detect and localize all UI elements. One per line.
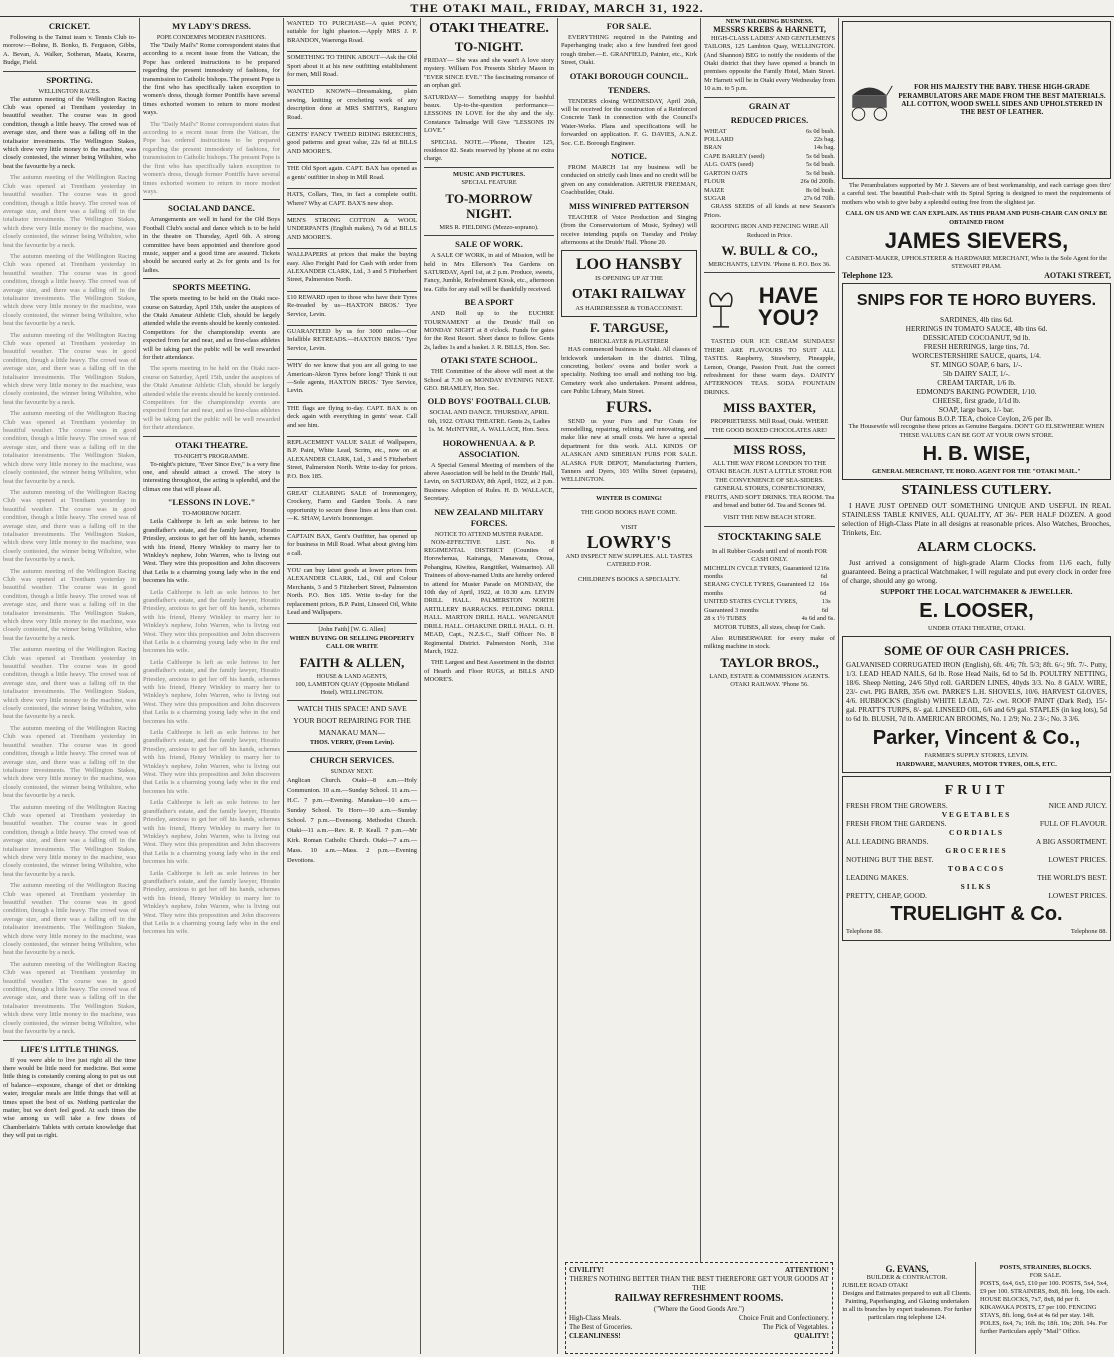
grain-row xyxy=(704,178,835,186)
ladys-heading: MY LADY'S DRESS. xyxy=(172,21,251,31)
classified-ad xyxy=(287,488,417,531)
column-5 xyxy=(558,18,700,1354)
sports-heading: SPORTS MEETING. xyxy=(172,282,251,293)
sporting-article: The autumn meeting of the Wellington Racing Club was opened at Trentham yesterday in beautiful weather. The course was in good condition, though a little heavy. The crowd was of average size, and there was a falling off in the totalisator investments. The Wellington Stakes, which drew very little money to the machine, was closely contested, the winner being Wiltshire, who beat the favourite by a neck. xyxy=(3,95,136,170)
grain-item: WHEAT xyxy=(704,127,727,135)
snip-item: SOAP, large bars, 1/- bar. xyxy=(938,405,1015,415)
tailoring: NEW TAILORING BUSINESS. xyxy=(725,18,814,25)
love-subheading: TO-MORROW NIGHT. xyxy=(182,511,241,518)
sievers-text: CABINET-MAKER, UPHOLSTERER & HARDWARE MERCHANT, Who is the Sole Agent for the STEWART PRAM. xyxy=(845,255,1107,271)
ross-visit: VISIT THE NEW BEACH STORE. xyxy=(723,514,816,522)
love-heading: "LESSONS IN LOVE." xyxy=(167,497,256,508)
fruit-row xyxy=(846,801,1107,810)
column-1 xyxy=(0,18,139,1354)
classified-ad-text: GUARANTEED by us for 3000 miles—Our Infallible RETREADS.—HAXTON BROS.' Tyre Service, Levin. xyxy=(287,327,417,352)
sport-text: AND Roll up to the EUCHRE TOURNAMENT at the Druids' Hall on MONDAY NIGHT at 8 o'clock. Funds for gates for the Rest Resort. Short dance to follow. Gents 2s, ladies 1s and a basket. J. R. BILLS, Hon. Sec. xyxy=(424,310,554,351)
fruit-category: SILKS xyxy=(960,882,993,892)
refreshment-rooms: RAILWAY REFRESHMENT ROOMS. xyxy=(614,1293,784,1304)
classified-ad xyxy=(287,292,417,326)
classified-ad xyxy=(287,326,417,360)
grass-text: GRASS SEEDS of all kinds at new Season's Prices. xyxy=(704,203,835,219)
taylor-heading: TAYLOR BROS., xyxy=(720,654,819,670)
sport-heading: BE A SPORT xyxy=(464,297,514,308)
motor-tubes: MOTOR TUBES, all sizes, cheap for Cash. xyxy=(713,623,826,631)
good-books: THE GOOD BOOKS HAVE COME. xyxy=(581,509,677,517)
ross-heading: MISS ROSS, xyxy=(733,442,806,457)
fruit-right: FULL OF FLAVOUR. xyxy=(1039,819,1107,829)
sporting-heading: SPORTING. xyxy=(46,74,93,85)
bull-text: MERCHANTS, LEVIN. 'Phone 8. P.O. Box 36. xyxy=(708,260,831,268)
taylor-text: LAND, ESTATE & COMMISSION AGENTS. OTAKI RAILWAY. 'Phone 56. xyxy=(709,672,830,689)
classified-ad-text: WHY do we know that you are all going to use American-Akron Tyres before long? Think it out—Sole agents, HAXTON BROS.' Tyre Service, Levin. xyxy=(287,362,417,395)
wise-heading: H. B. WISE, xyxy=(922,443,1031,466)
classified-ad-text: THE Old Sport again. CAPT. BAX has opened as a gents' outfitter in shop in Mill Road. xyxy=(287,165,417,181)
parker-heading: Parker, Vincent & Co., xyxy=(872,727,1081,750)
grain-price: 5s 6d bush. xyxy=(806,169,835,177)
groceries: The Best of Groceries. xyxy=(569,1323,633,1331)
fruit-right: NICE AND JUICY. xyxy=(1048,801,1107,811)
tenders-heading: TENDERS. xyxy=(607,84,651,95)
nz-subheading: NOTICE TO ATTEND MUSTER PARADE. xyxy=(434,531,544,538)
faith-heading: FAITH & ALLEN, xyxy=(299,654,405,670)
snip-item: Our famous B.O.P. TEA, choice Ceylon, 2/6 per lb. xyxy=(900,414,1053,424)
special-feature: SPECIAL FEATURE xyxy=(461,179,517,187)
church-heading: CHURCH SERVICES. xyxy=(309,754,395,765)
targuse-text: HAS commenced business in Otaki. All classes of brickwork undertaken in the district. Tiling, concreting, boilers' ovens and boiler work a speciality. Nothing too small and nothing too big. Cemetery work also undertaken. Present address, care Public Library, Main Street. xyxy=(561,346,697,396)
grain-row xyxy=(704,128,835,136)
truelight-phone-right: Telephone 88. xyxy=(1070,928,1107,936)
sale-heading: SALE OF WORK. xyxy=(455,239,523,250)
lifes-heading: LIFE'S LITTLE THINGS. xyxy=(20,1043,119,1054)
grain-price: 27s 6d 70lb. xyxy=(803,194,835,202)
ice-cream-sundae-icon xyxy=(704,276,738,338)
snip-item: CHEESE, first grade, 1/1d lb. xyxy=(932,396,1021,406)
watch-space: WATCH THIS SPACE! AND SAVE YOUR BOOT REPAIRING FOR THE MANAKAU MAN— xyxy=(293,704,411,738)
nothing-better: THERE'S NOTHING BETTER THAN THE BEST THEREFORE GET YOUR GOODS AT THE xyxy=(569,1275,829,1292)
column-6 xyxy=(701,18,838,1258)
love-article-continued-4: Leila Calthorpe is left as sole heiress to her grandfather's estate, and the family lawyer, Horatio Priestley, anxious to get her off his hands, schemes with his friend, Henry Winkley to marry her to Winkley's nephew, John Warren, who is living out West. They wire this proposition and John discovers that Leila is a charming young lady who in the end becomes his wife. xyxy=(143,799,280,866)
cash-text: GALVANISED CORRUGATED IRON (English), 6ft. 4/6; 7ft. 5/3; 8ft. 6/-; 9ft. 7/-. Putty, 1/3. LEAD HEAD NAILS, 6d lb. Rose Head Nails, 6d to 5d lb. POULTRY NETTING, 18/6. Sheep Netting, 24/6 50yd roll. GARDEN LINES, 40yds 3/3. No. 8 GALV. WIRE, 23/- cwt. PIG BARB, 35/6 cwt. PARKE'S L.H. SHOVELS, 10/6. HARVEST GLOVES, 4/6. HUBBOCK'S (English) WHITE LEAD, 72/- cwt. ROOF PAINT (Dark Red), 15/- gal. PRATT'S TURPS, 8/- gal. LINSEED OIL, 6/6 and 6/9 gal. STAPLES (in keg lots), 5d to 6d lb. BLUSH, 7d lb. AMERICAN BROOMS, No. 1 2/9; No. 2 3/-; No. 3 3/6. xyxy=(846,661,1107,724)
fruit-heading: FRUIT xyxy=(944,783,1009,799)
baxter-heading: MISS BAXTER, xyxy=(723,400,816,416)
sale-text: A SALE OF WORK, in aid of Mission, will be held in Mrs Ellerson's Tea Gardens on SATURDAY, April 1st, at 2 p.m. Produce, sweets, Fancy, Jumble, Refreshment Kiosk, etc., afternoon tea. Gifts for any stall will be thankfully received. xyxy=(424,252,554,293)
grain-row xyxy=(704,170,835,178)
sports-article-continued: The sports meeting to be held on the Otaki race-course on Saturday, April 15th, under the auspices of the Otaki Amateur Athletic Club, should be largely attended while the events should be keenly contested. Competitors for the championship events are expected from far and near, and as first-class athletes will be taking part the public will be well rewarded for their attendance. xyxy=(143,365,281,432)
truelight-phone-left: Telephone 88. xyxy=(846,928,883,936)
classified-ad-text: GREAT CLEARING SALE of Ironmongery, Crockery, Farm and Garden Tools. A rare opportunity to secure these lines at less than cost.—K. SHAW, Levin's Ironmonger. xyxy=(287,490,417,523)
faith-intro: WHEN BUYING OR SELLING PROPERTY CALL OR WRITE xyxy=(289,634,415,651)
winifred-text: TEACHER of Voice Production and Singing (from the Conservatorium of Music, Sydney) will receive intending pupils on Tuesday and Friday afternoons at the Druids' Hall. 'Phone 20. xyxy=(561,213,697,246)
grain-row xyxy=(704,187,835,195)
sievers-phone: Telephone 123. xyxy=(842,270,893,280)
classified-ad xyxy=(287,86,417,129)
classified-ad-text: MEN'S STRONG COTTON & WOOL UNDERPANTS (English makes), 7s 6d at BILLS AND MOORE'S. xyxy=(287,216,417,241)
fruit-category: VEGETABLES xyxy=(941,810,1012,820)
stocktaking-heading: STOCKTAKING SALE xyxy=(717,531,822,543)
tyre-price: 16s 6d xyxy=(820,581,829,597)
snip-item: HERRINGS IN TOMATO SAUCE, 4lb tins 6d. xyxy=(905,324,1048,334)
posts-heading: POSTS, STRAINERS, BLOCKS. xyxy=(999,1264,1092,1271)
theatre-subheading: TO-NIGHT'S PROGRAMME. xyxy=(174,453,249,460)
lowrys-heading: LOWRY'S xyxy=(586,532,672,553)
oldboys-text: SOCIAL AND DANCE. THURSDAY, APRIL 6th, 1922. OTAKI THEATRE. Gents 2s, Ladies 1s. M. McINTYRE, A. WALLACE, Hon. Secs. xyxy=(427,409,551,434)
faith-names: [John Faith] [W. G. Allen] xyxy=(318,626,386,634)
grain-item: POLLARD xyxy=(704,136,734,144)
grain-price: 5s 6d bush. xyxy=(806,161,835,169)
classified-ad-text: £10 REWARD open to those who have their Tyres Re-treaded by us—HAXTON BROS.' Tyre Service, Levin. xyxy=(287,293,417,318)
snip-item: EDMOND'S BAKING POWDER, 1/10. xyxy=(916,387,1037,397)
choice-fruit: Choice Fruit and Confectionery. xyxy=(738,1314,829,1322)
classified-ad xyxy=(287,565,417,624)
winter-text: WINTER IS COMING! xyxy=(596,494,662,502)
fruit-right: A BIG ASSORTMENT. xyxy=(1035,837,1107,847)
fruit-row xyxy=(846,855,1107,864)
tyre-row xyxy=(704,565,835,582)
fruit-right: THE WORLD'S BEST. xyxy=(1037,873,1107,883)
snips-footer: The Housewife will recognise these prices as Genuine Bargains. DON'T GO ELSEWHERE WHEN THESE VALUES CAN BE GOT AT YOUR OWN STORE. xyxy=(848,423,1105,439)
tomorrow-heading: TO-MORROW NIGHT. xyxy=(445,190,533,221)
pram-text: FOR HIS MAJESTY THE BABY. THESE HIGH-GRADE PERAMBULATORS ARE MADE FROM THE BEST MATERIALS. ALL COTTON, WOOD SWELL SIDES AND UPHOLSTERED IN THE BEST OF LEATHER. xyxy=(898,83,1106,117)
love-article: Leila Calthorpe is left as sole heiress to her grandfather's estate, and the family lawyer, Horatio Priestley, anxious to get her off his hands, schemes with his friend, Henry Winkley to marry her to Winkley's nephew, John Warren, who is living out West. They wire this proposition and John discovers that Leila is a charming young lady who in the end becomes his wife. xyxy=(143,518,280,585)
fruit-category: CORDIALS xyxy=(948,828,1004,838)
pram-advert xyxy=(842,21,1111,179)
grain-price: 14s bag. xyxy=(813,144,835,152)
childrens-books: CHILDREN'S BOOKS A SPECIALTY. xyxy=(577,575,680,583)
sporting-article-continued-8: The autumn meeting of the Wellington Racing Club was opened at Trentham yesterday in beautiful weather. The course was in good condition, though a little heavy. The crowd was of average size, and there was a falling off in the totalisator investments. The Wellington Stakes, which drew very little money to the machine, was closely contested, the winner being Wiltshire, who beat the favourite by a neck. xyxy=(3,724,136,800)
cutlery-text: I HAVE JUST OPENED OUT SOMETHING UNIQUE AND USEFUL IN REAL STAINLESS TABLE KNIVES, ALL QUALITY, AT 36/- PER HALF DOZEN. A good selection of High-Class Plate in all designs at reasonable prices. Also Watches, Brooches, Trinkets, Etc. xyxy=(842,501,1111,538)
meals: High-Class Meals. xyxy=(569,1314,622,1322)
posts-text: POSTS, 6x4, 6x5, £10 per 100. POSTS, 5x4, 5x4, £9 per 100. STRAINERS, 8x8, 8ft. long, 10s each. HOUSE BLOCKS, 7x7, 8x8, 8d per ft. KIKAWAKA POSTS, £7 per 100. FENCING STAYS, 8ft. long, 6x4 at 4s 6d per stay. 14ft. POLES, 6x4, 7s; 16ft. 8s; 18ft. 10s; 20ft. 14s. For further Particulars apply "Mail" Office. xyxy=(980,1280,1110,1335)
classified-ad xyxy=(287,52,417,86)
loo-tail: AS HAIRDRESSER & TOBACCONIST. xyxy=(575,304,683,312)
cash-heading: SOME OF OUR CASH PRICES. xyxy=(884,643,1069,659)
classified-ad-text: WALLPAPERS at prices that make the buying easy. Also Freight Paid for Cash with order from ALEXANDER CLARK, Ltd., 3 and 5 Fitzherbert Street, Palmerston North. xyxy=(287,251,417,284)
grain-item: MAIZE xyxy=(704,186,725,194)
tenders-text: TENDERS closing WEDNESDAY, April 26th, will be received for the construction of a Reinforced Concrete Tank in connection with the Council's Water-Works. Plans and specifications will be forwarded on application. F. G. DAVIES, A.N.Z. Soc. C.E. Borough Engineer. xyxy=(561,97,697,147)
grain-price: 22s bag. xyxy=(813,136,835,144)
ladys-article: The "Daily Mail's" Rome correspondent states that according to a recent issue from the Vatican, the Pope has ordered instructions to be prepared regarding the present immodesty of fashions, for transmission to Catholic bishops. The present Pope is the first who has specifically taken exception to women's dress, though former Pontiffs have several times exhorted women to return to more modest ways. xyxy=(143,42,280,117)
stocktaking-text: In all Rubber Goods until end of month FOR CASH ONLY. xyxy=(711,547,828,564)
grain-heading: GRAIN AT xyxy=(748,100,791,111)
truelight-heading: TRUELIGHT & Co. xyxy=(890,903,1063,926)
pram-call: CALL ON US AND WE CAN EXPLAIN. AS THIS PRAM AND PUSH-CHAIR CAN ONLY BE OBTAINED FROM xyxy=(845,210,1108,226)
fruit-list xyxy=(846,801,1107,900)
where-good: ("Where the Good Goods Are.") xyxy=(653,1305,745,1313)
have-text: TASTED OUR ICE CREAM SUNDAES! THERE ARE FLAVOURS TO SUIT ALL TASTES. Raspberry, Strawberry, Pineapple, Lemon, Orange, Passion Fruit. Just the correct refreshment for these warm days. DAINTY AFTERNOON TEAS. SODA FOUNTAIN DRINKS. xyxy=(704,338,835,396)
sporting-article-continued-4: The autumn meeting of the Wellington Racing Club was opened at Trentham yesterday in beautiful weather. The course was in good condition, though a little heavy. The crowd was of average size, and there was a falling off in the totalisator investments. The Wellington Stakes, which drew very little money to the machine, was closely contested, the winner being Wiltshire, who beat the favourite by a neck. xyxy=(3,410,136,485)
grain-item: CAPE BARLEY (seed) xyxy=(704,152,765,160)
parker-subheading: FARMER'S SUPPLY STORES, LEVIN. xyxy=(924,752,1029,760)
social-heading: SOCIAL AND DANCE. xyxy=(168,203,255,214)
pram-desc: The Perambulators supported by Mr J. Sievers are of best workmanship, and each carriage goes thro' a careful test. The beautiful Push-chair with its Spiral Spring is designed to meet the requirements of mothers who wish to give baby a splendid outing free from the slightest jar. xyxy=(842,182,1111,206)
grain-subheading: REDUCED PRICES. xyxy=(730,114,809,125)
grain-price-list xyxy=(704,128,835,204)
horo-text: A Special General Meeting of members of the above Association will be held in the Druids' Hall, Levin, on SATURDAY, 8th April, 1922, at 2 p.m. Business: Adoption of Rules. H. D. WALLACE, Secretary. xyxy=(424,461,554,503)
loo-railway: OTAKI RAILWAY xyxy=(571,286,687,302)
looser-heading: E. LOOSER, xyxy=(919,599,1034,622)
column-2 xyxy=(140,18,283,1354)
targuse-subheading: BRICKLAYER & PLASTERER xyxy=(589,339,669,346)
sporting-article-continued-5: The autumn meeting of the Wellington Racing Club was opened at Trentham yesterday in beautiful weather. The course was in good condition, though a little heavy. The crowd was of average size, and there was a falling off in the totalisator investments. The Wellington Stakes, which drew very little money to the machine, was closely contested, the winner being Wiltshire, who beat the favourite by a neck. xyxy=(3,488,136,564)
snip-item: SARDINES, 4lb tins 6d. xyxy=(940,315,1013,325)
classified-ad-text: GENTS' FANCY TWEED RIDING BREECHES, good patterns and great value, 22s 6d at BILLS AND MOORE'S. xyxy=(287,131,417,155)
pick-vegetables: The Pick of Vegetables. xyxy=(762,1323,829,1331)
masthead: THE OTAKI MAIL, FRIDAY, MARCH 31, 1922. xyxy=(0,0,1114,17)
fruit-row xyxy=(846,819,1107,828)
bull-heading: W. BULL & CO., xyxy=(721,242,818,258)
fruit-left: ALL LEADING BRANDS. xyxy=(846,837,929,847)
loo-text: IS OPENING UP AT THE xyxy=(595,275,663,283)
cleanliness: CLEANLINESS! xyxy=(569,1332,621,1340)
sievers-street: AOTAKI STREET, xyxy=(1044,270,1111,280)
everything-text: EVERYTHING required in the Painting and Paperhanging trade; also a few hundred feet good rough timber.—E. GRANFIELD, Painter, etc., Kirk Street, Otaki. xyxy=(561,34,697,67)
fruit-category: TOBACCOS xyxy=(947,864,1006,874)
tyre-item: 28 x 1½ TUBES xyxy=(704,615,747,623)
grain-price: 5s 6d bush. xyxy=(806,152,835,160)
classified-ad-text: YOU can buy latest goods at lower prices from ALEXANDER CLARK, Ltd., Oil and Colour Merchants, 3 and 5 Fitzherbert Street, Palmerston North. P.O. Box 185. Write to-day for the replacement prices, B.P. Paint, Linseed Oil, White Lead and Wallpapers. xyxy=(287,566,417,616)
grain-row xyxy=(704,195,835,203)
cricket-heading: CRICKET. xyxy=(48,21,91,31)
targuse-heading: F. TARGUSE, xyxy=(589,320,669,336)
fruit-row xyxy=(846,873,1107,882)
sporting-article-continued: The autumn meeting of the Wellington Racing Club was opened at Trentham yesterday in beautiful weather. The course was in good condition, though a little heavy. The crowd was of average size, and there was a falling off in the totalisator investments. The Wellington Stakes, which drew very little money to the machine, was closely contested, the winner being Wiltshire, who beat the favourite by a neck. xyxy=(3,174,136,249)
visit: VISIT xyxy=(620,523,638,531)
krebs-text: HIGH-CLASS LADIES' AND GENTLEMEN'S TAILORS, 125 Lambton Quay, WELLINGTON. (And Shannon) BEG to notify the residents of the Otaki district that they have opened a branch in premises opposite the Family Hotel, Main Street. Mr Harnett will be in Otaki every Wednesday from 10 a.m. to 5 p.m. xyxy=(704,34,835,93)
krebs-heading: MESSRS KREBS & HARNETT, xyxy=(713,25,826,35)
column-4 xyxy=(421,18,557,1354)
fruit-left: LEADING MAKES. xyxy=(846,873,909,883)
love-article-continued-2: Leila Calthorpe is left as sole heiress to her grandfather's estate, and the family lawyer, Horatio Priestley, anxious to get her off his hands, schemes with his friend, Henry Winkley to marry her to Winkley's nephew, John Warren, who is living out West. They wire this proposition and John discovers that Leila is a charming young lady who in the end becomes his wife. xyxy=(143,658,280,725)
classified-ad-text: WANTED KNOWN—Dressmaking, plain sewing, knitting or crocheting work of any description done at MRS SMITH'S, Rangiuru Road. xyxy=(287,88,417,121)
column-7 xyxy=(839,18,1114,1258)
classified-ad xyxy=(287,360,417,403)
nz-heading: NEW ZEALAND MILITARY FORCES. xyxy=(434,506,544,528)
looser-text: UNDER OTAKI THEATRE, OTAKI. xyxy=(927,624,1025,632)
snip-item: ST. MINGO SOAP, 6 bars, 1/-. xyxy=(930,360,1023,370)
grain-item: ALG. OATS (seed) xyxy=(704,161,754,169)
evans-heading: G. EVANS, xyxy=(885,1264,929,1274)
cutlery-heading: STAINLESS CUTLERY. xyxy=(901,483,1052,499)
classified-ad xyxy=(287,403,417,437)
roofing-text: ROOFING IRON AND FENCING WIRE All Reduced in Price. xyxy=(710,223,829,239)
sievers-heading: JAMES SIEVERS, xyxy=(884,228,1069,254)
faith-address: 100, LAMBTON QUAY (Opposite Midland Hotel). WELLINGTON. xyxy=(295,680,409,696)
classified-ad xyxy=(287,163,417,189)
refreshment-rooms-advert xyxy=(565,1262,833,1354)
evans-advert xyxy=(839,1262,976,1354)
tonight-heading: TO-NIGHT. xyxy=(454,39,524,54)
notice-heading: NOTICE. xyxy=(611,151,647,162)
grain-row xyxy=(704,153,835,161)
baxter-text: PROPRIETRESS. Mill Road, Otaki. WHERE THE GOOD BOXED CHOCOLATES ARE! xyxy=(710,418,829,434)
classified-ad xyxy=(287,129,417,163)
grain-item: SUGAR xyxy=(704,194,726,202)
special-note: SPECIAL NOTE.—'Phone, Theatre 125, residence 82. Seats reserved by 'phone at no extra charge. xyxy=(424,138,554,163)
grain-row xyxy=(704,136,835,144)
lifes-article: If you were able to live just right all the time there would be little need for medicine. But some little thing is constantly coming along to put us out of balance—exposure, change of diet or drinking water, irregular meals are little things that will at times upset the best of us. Nothing particular the matter, but we don't feel good. At such times the wise among us will take a few doses of Chamberlain's Tablets with certain knowledge that they will put us right. xyxy=(3,1056,136,1140)
fielding: MRS R. FIELDING (Mezzo-soprano). xyxy=(439,223,539,231)
quality: QUALITY! xyxy=(793,1332,829,1340)
evans-subheading: BUILDER & CONTRACTOR. xyxy=(866,1274,948,1281)
church-services: Anglican Church. Otaki—8 a.m.—Holy Communion. 10 a.m.—Sunday School. 11 a.m.—H.C. 7 p.m.—Evening. Manakau—10 a.m.—Sunday School. Te Horo—10 a.m.—Sunday School. 7 p.m.—Evensong. Methodist Church. Otaki—11 a.m.—Rev. R. P. Keall. 7 p.m.—Mr Kirk. Roman Catholic Church. Otaki—7 a.m.—Mass. 10 a.m.—Mass. 2 p.m.—Evening Devotions. xyxy=(287,776,417,864)
tyre-price: 16s 6d xyxy=(820,564,830,581)
classified-ad xyxy=(287,18,417,52)
furs-text: SEND us your Furs and Fur Coats for remodelling, repairing, relining and renovating, and make like new at small costs. We have a special department for this work. ALL KINDS OF ALASKAN AND SIBERIAN FURS FOR SALE. ALASKA FUR DEPOT, Manufacturing Furriers, Tanners and Dyers, 103 Willis Street (upstairs), WELLINGTON. xyxy=(561,417,697,484)
oldboys-heading: OLD BOYS' FOOTBALL CLUB. xyxy=(427,396,551,407)
sporting-article-continued-3: The autumn meeting of the Wellington Racing Club was opened at Trentham yesterday in beautiful weather. The course was in good condition, though a little heavy. The crowd was of average size, and there was a falling off in the totalisator investments. The Wellington Stakes, which drew very little money to the machine, was closely contested, the winner being Wiltshire, who beat the favourite by a neck. xyxy=(3,331,136,406)
church-subheading: SUNDAY NEXT. xyxy=(330,768,374,775)
jubilee-road: JUBILEE ROAD OTAKI xyxy=(842,1282,908,1289)
snip-item: FRESH HERRINGS, large tins, 7d. xyxy=(923,342,1030,352)
classified-ad-text: SOMETHING TO THINK ABOUT—Ask the Old Sport about it at his new outfitting establishment for men, Mill Road. xyxy=(287,54,417,79)
grain-item: FLOUR xyxy=(704,178,725,186)
notice-text: FROM MARCH 1st my business will be conducted on strictly cash lines and no credit will be given on any consideration. ARTHUR FREEMAN, Coachbuilder, Otaki. xyxy=(561,164,697,197)
state-heading: OTAKI STATE SCHOOL. xyxy=(440,355,538,366)
fruit-left: FRESH FROM THE GROWERS. xyxy=(846,801,948,811)
sporting-article-continued-6: The autumn meeting of the Wellington Racing Club was opened at Trentham yesterday in beautiful weather. The course was in good condition, though a little heavy. The crowd was of average size, and there was a falling off in the totalisator investments. The Wellington Stakes, which drew very little money to the machine, was closely contested, the winner being Wiltshire, who beat the favourite by a neck. xyxy=(3,567,136,642)
tyre-item: UNITED STATES CYCLE TYRES, Guaranteed 3 months xyxy=(704,598,798,614)
social-article: Arrangements are well in hand for the Old Boys Football Club's social and dance which is to be held in the theatre on Thursday, April 6th. A strong committee have been appointed and therefore good music, supper and a good time are assured. Tickets should be secured early at 2s for gents and 1s for ladies. xyxy=(143,216,280,274)
support-text: SUPPORT THE LOCAL WATCHMAKER & JEWELLER. xyxy=(880,587,1073,597)
classified-ad-text: WANTED TO PURCHASE—A quiet PONY, suitable for light phaeton.—Apply MRS J. P. BRANDON, Waerenga Road. xyxy=(287,20,417,44)
furs-heading: FURS. xyxy=(606,398,652,416)
evans-text: Designs and Estimates prepared to suit all Clients. Painting, Paperhanging, and Glazing undertaken in all its branches by expert tradesmen. For further particulars ring telephone 124. xyxy=(842,1290,972,1321)
fruit-left: FRESH FROM THE GARDENS. xyxy=(846,819,947,829)
fruit-right: LOWEST PRICES. xyxy=(1048,891,1107,901)
tyre-row xyxy=(704,615,835,623)
faith-subheading: HOUSE & LAND AGENTS, xyxy=(316,673,388,680)
sporting-article-continued-11: The autumn meeting of the Wellington Racing Club was opened at Trentham yesterday in beautiful weather. The course was in good condition, though a little heavy. The crowd was of average size, and there was a falling off in the totalisator investments. The Wellington Stakes, which drew very little money to the machine, was closely contested, the winner being Wiltshire, who beat the favourite by a neck. xyxy=(3,960,136,1036)
grain-price: 26s 0d 200lb. xyxy=(800,178,835,186)
classified-ad xyxy=(287,249,417,292)
fruit-row xyxy=(846,837,1107,846)
classified-ad-text: THE flags are flying to-day. CAPT. BAX is on deck again with everything in gents' wear. Call and see him. xyxy=(287,404,417,429)
snips-list xyxy=(846,315,1107,423)
verry: THOS. VERRY, (From Levin). xyxy=(309,739,395,747)
saturday-text: SATURDAY— Something snappy for bashful beaux. Up-to-the-question performance—LESSONS IN LOVE for the shy and the sly. Constance Talmadge Will Give "LESSONS IN LOVE." xyxy=(424,93,554,135)
grain-item: BRAN xyxy=(704,144,722,152)
music-pictures: MUSIC AND PICTURES. xyxy=(453,170,525,178)
tyre-row xyxy=(704,598,835,615)
sporting-article-continued-9: The autumn meeting of the Wellington Racing Club was opened at Trentham yesterday in beautiful weather. The course was in good condition, though a little heavy. The crowd was of average size, and there was a falling off in the totalisator investments. The Wellington Stakes, which drew very little money to the machine, was closely contested, the winner being Wiltshire, who beat the favourite by a neck. xyxy=(3,803,136,878)
cricket-article: Following is the Tainui team v. Tennis Club to-morrow:—Bohne, B. Bonko, B. Ferguson, Gibbs, A. Bevan, A. Walker, Sotheran, Maata, Kearns, Budge, Field. xyxy=(3,34,136,67)
classified-ad xyxy=(287,531,417,565)
fruit-right: LOWEST PRICES. xyxy=(1048,855,1107,865)
classified-ad-text: CAPTAIN BAX, Gent's Outfitter, has opened up for business in Mill Road. What about giving him a call. xyxy=(287,532,417,557)
sporting-article-continued-2: The autumn meeting of the Wellington Racing Club was opened at Trentham yesterday in beautiful weather. The course was in good condition, though a little heavy. The crowd was of average size, and there was a falling off in the totalisator investments. The Wellington Stakes, which drew very little money to the machine, was closely contested, the winner being Wiltshire, who beat the favourite by a neck. xyxy=(3,252,136,328)
grain-price: 6s 0d bush. xyxy=(806,127,835,135)
loo-heading: LOO HANSBY xyxy=(575,256,683,274)
perambulator-icon xyxy=(846,25,893,175)
grain-item: GARTON OATS xyxy=(704,169,748,177)
parker-text: HARDWARE, MANURES, MOTOR TYRES, OILS, ETC. xyxy=(896,760,1057,768)
tyre-row xyxy=(704,581,835,598)
winifred-heading: MISS WINIFRED PATTERSON xyxy=(569,200,689,211)
classified-ad-text: REPLACEMENT VALUE SALE of Wallpapers, B.P. Paint, White Lead, Scrim, etc., now on at ALEXANDER CLARK, Ltd., 3 and 5 Fitzherbert Street, Palmerston North. Write to-day for prices. P.O. Box 185. xyxy=(287,439,417,480)
snip-item: 5lb DAIRY SALT, 1/-. xyxy=(943,369,1010,379)
tonight-text: FRIDAY— She was and she wasn't A love story mystery. William Fox Presents Shirley Mason in "EVER SINCE EVE." The fascinating romance of an orphan girl. xyxy=(424,57,554,90)
snip-item: WORCESTERSHIRE SAUCE, quarts, 1/4. xyxy=(912,351,1041,361)
theatre-heading: OTAKI THEATRE. xyxy=(175,439,248,450)
posts-subheading: FOR SALE. xyxy=(1029,1272,1062,1279)
state-text: THE Committee of the above will meet at the School at 7.30 on MONDAY EVENING NEXT. GEO. BRAMLEY, Hon. Sec. xyxy=(424,368,554,392)
grain-price: 8s 0d bush. xyxy=(806,186,835,194)
posts-advert xyxy=(977,1262,1114,1354)
ross-text: ALL THE WAY FROM LONDON TO THE OTAKI BEACH. JUST A LITTLE STORE FOR THE CONVENIENCE OF SEA-SIDERS. GENERAL STORES, CONFECTIONERY, FRUITS, AND SOFT DRINKS. TEA ROOM. Tea and bread and butter 6d. Tea and Scones 9d. xyxy=(704,460,835,510)
theatre-article: To-night's picture, "Ever Since Eve," is a very fine one, and should attract a crowd. The story is interesting throughout, the acting is splendid, and the climax one that will please all. xyxy=(143,460,280,493)
nz-text: NON-EFFECTIVE LIST. No. 8 REGIMENTAL DISTRICT (Counties of Horowhenua, Kairanga, Manawatu, Oroua, Pohangina, Kiwitea, Rangitikei, Waimarino). All Trainees of above-named Units are hereby ordered to attend for Muster Parade on MONDAY, the 10th day of April, 1922, at 10.30 a.m. LEVIN DRILL HALL. PALMERSTON NORTH ARTILLERY BARRACKS. FEILDING DRILL HALL. MARTON DRILL HALL. WANGANUI DRILL HALL. OHAKUNE DRILL HALL. O. H. MEAD, Capt., N.Z.S.C., Staff Officer No. 8 Regimental District. Palmerston North, 31st March, 1922. xyxy=(424,538,554,655)
grain-row xyxy=(704,144,835,152)
classified-ad xyxy=(287,189,417,215)
fruit-left: PRETTY, CHEAP, GOOD. xyxy=(846,891,927,901)
sports-article: The sports meeting to be held on the Otaki race-course on Saturday, April 15th, under the auspices of the Otaki Amateur Athletic Club, should be largely attended while the events should be keenly contested. Competitors for the championship events are expected from far and near, and as first-class athletes will be taking part the public will be well rewarded for their attendance. xyxy=(143,295,281,361)
alarm-text: Just arrived a consignment of high-grade Alarm Clocks from 11/6 each, fully guaranteed. Being a practical Watchmaker, I will regulate and put every clock in order free of charge, should any go wrong. xyxy=(842,558,1111,586)
have-you-heading: HAVE YOU? xyxy=(757,283,820,331)
wise-text: GENERAL MERCHANT, TE HORO. AGENT FOR THE "OTAKI MAIL." xyxy=(872,468,1081,476)
tyre-price: 4s 6d and 6s. xyxy=(801,615,835,623)
tyre-item: SERANG CYCLE TYRES, Guaranteed 12 months xyxy=(704,581,815,597)
attention: ATTENTION! xyxy=(785,1266,829,1274)
classified-ad xyxy=(287,215,417,249)
sporting-article-continued-10: The autumn meeting of the Wellington Racing Club was opened at Trentham yesterday in beautiful weather. The course was in good condition, though a little heavy. The crowd was of average size, and there was a falling off in the totalisator investments. The Wellington Stakes, which drew very little money to the machine, was closely contested, the winner being Wiltshire, who beat the favourite by a neck. xyxy=(3,882,136,957)
column-3 xyxy=(284,18,420,1354)
ladys-subheading: POPE CONDEMNS MODERN FASHIONS. xyxy=(156,35,267,41)
love-article-continued-3: Leila Calthorpe is left as sole heiress to her grandfather's estate, and the family lawyer, Horatio Priestley, anxious to get her off his hands, schemes with his friend, Henry Winkley to marry her to Winkley's nephew, John Warren, who is living out West. They wire this proposition and John discovers that Leila is a charming young lady who in the end becomes his wife. xyxy=(143,729,280,795)
rubberware: Also RUBBERWARE for every make of milking machine in stock. xyxy=(704,634,835,651)
snip-item: CREAM TARTAR, 1/6 lb. xyxy=(937,378,1016,388)
fruit-row xyxy=(846,891,1107,900)
love-article-continued: Leila Calthorpe is left as sole heiress to her grandfather's estate, and the family lawyer, Horatio Priestley, anxious to get her off his hands, schemes with his friend, Henry Winkley to marry her to Winkley's nephew, John Warren, who is living out West. They wire this proposition and John discovers that Leila is a charming young lady who in the end becomes his wife. xyxy=(143,588,280,655)
snips-heading: SNIPS FOR TE HORO BUYERS. xyxy=(856,292,1097,310)
theatre-title: OTAKI THEATRE. xyxy=(429,21,549,36)
fruit-left: NOTHING BUT THE BEST. xyxy=(846,855,934,865)
civility: CIVILITY! xyxy=(569,1266,605,1274)
classified-ad-text: HATS, Collars, Ties, in fact a complete outfit. Where? Why at CAPT. BAX'S new shop. xyxy=(287,191,417,207)
sporting-article-continued-7: The autumn meeting of the Wellington Racing Club was opened at Trentham yesterday in beautiful weather. The course was in good condition, though a little heavy. The crowd was of average size, and there was a falling off in the totalisator investments. The Wellington Stakes, which drew very little money to the machine, was closely contested, the winner being Wiltshire, who beat the favourite by a neck. xyxy=(3,646,136,721)
council-heading: OTAKI BOROUGH COUNCIL. xyxy=(569,70,689,81)
lowrys-text: AND INSPECT NEW SUPPLIES. ALL TASTES CATERED FOR. xyxy=(565,553,693,569)
sporting-subheading: WELLINGTON RACES. xyxy=(38,88,101,95)
alarm-heading: ALARM CLOCKS. xyxy=(916,540,1036,556)
largest-text: THE Largest and Best Assortment in the district of Hearth and Floor RUGS, at BILLS AND MOORE'S. xyxy=(424,659,554,684)
tyre-price-list xyxy=(704,565,835,624)
forsale-heading: FOR SALE. xyxy=(606,21,652,31)
classified-ad xyxy=(287,437,417,488)
tyre-price: 13s 6d xyxy=(821,598,831,614)
horo-heading: HOROWHENUA A. & P. ASSOCIATION. xyxy=(442,437,536,459)
fruit-category: GROCERIES xyxy=(945,846,1008,856)
snip-item: DESSICATED COCOANUT, 9d lb. xyxy=(922,333,1031,343)
tyre-item: MICHELIN CYCLE TYRES, Guaranteed 12 months xyxy=(704,564,821,581)
ladys-article-continued: The "Daily Mail's" Rome correspondent states that according to a recent issue from the Vatican, the Pope has ordered instructions to be prepared regarding the present immodesty of fashions, for transmission to Catholic bishops. The present Pope is the first who has specifically taken exception to women's dress, though former Pontiffs have several times exhorted women to return to more modest ways. xyxy=(143,120,280,195)
love-article-continued-5: Leila Calthorpe is left as sole heiress to her grandfather's estate, and the family lawyer, Horatio Priestley, anxious to get her off his hands, schemes with his friend, Henry Winkley to marry her to Winkley's nephew, John Warren, who is living out West. They wire this proposition and John discovers that Leila is a charming young lady who in the end becomes his wife. xyxy=(143,869,280,936)
grain-row xyxy=(704,161,835,169)
